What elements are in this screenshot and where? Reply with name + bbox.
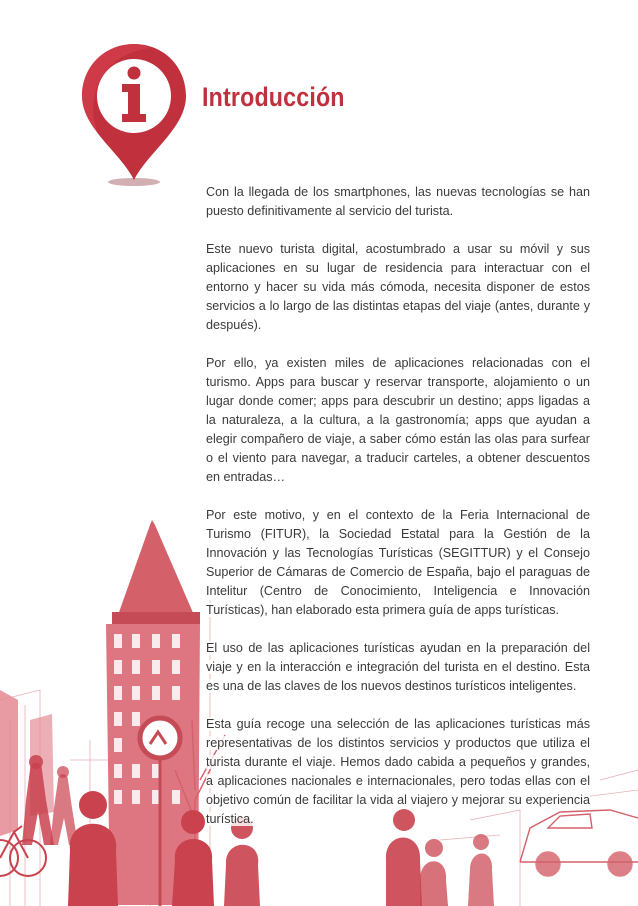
paragraph: Este nuevo turista digital, acostumbrado a usar su móvil y sus aplicaciones en su lugar de residencia para interactuar con el entorno y hacer su vida más cómoda, necesita disponer de estos servicios a lo largo de las distintas etapas del viaje (antes, durante y después).	[206, 242, 590, 332]
page-title: Introducción	[202, 82, 345, 112]
paragraph: El uso de las aplicaciones turísticas ayudan en la preparación del viaje y en la interacción e integración del turista en el destino. Esta es una de las claves de los nuevos destinos turísticos inteligentes.	[206, 641, 590, 693]
paragraph: Esta guía recoge una selección de las aplicaciones turísticas más representativas de los distintos servicios y productos que utiliza el turista durante el viaje. Hemos dado cabida a pequeños y grandes, a aplicaciones nacionales e internacionales, pero todas ellas con el objetivo común de facilitar la vida al viajero y mejorar su experiencia turística.	[206, 717, 590, 826]
intro-text	[206, 183, 590, 848]
paragraph: Con la llegada de los smartphones, las nuevas tecnologías se han puesto definitivamente al servicio del turista.	[206, 185, 590, 218]
paragraph: Por este motivo, y en el contexto de la Feria Internacional de Turismo (FITUR), la Sociedad Estatal para la Gestión de la Innovación y las Tecnologías Turísticas (SEGITTUR) y el Consejo Superior de Cámaras de Comercio de España, bajo el paraguas de Intelitur (Centro de Conocimiento, Inteligencia e Innovación Turísticas), han elaborado esta primera guía de apps turísticas.	[206, 508, 590, 617]
info-pin-icon	[76, 40, 192, 190]
paragraph: Por ello, ya existen miles de aplicaciones relacionadas con el turismo. Apps para buscar y reservar transporte, alojamiento o un lugar donde comer; apps para descubrir un destino; apps ligadas a la naturaleza, a la cultura, a la gastronomía; apps que ayudan a elegir compañero de viaje, a saber cómo están las olas para surfear o el viento para navegar, a traducir carteles, a obtener descuentos en entradas…	[206, 356, 590, 484]
